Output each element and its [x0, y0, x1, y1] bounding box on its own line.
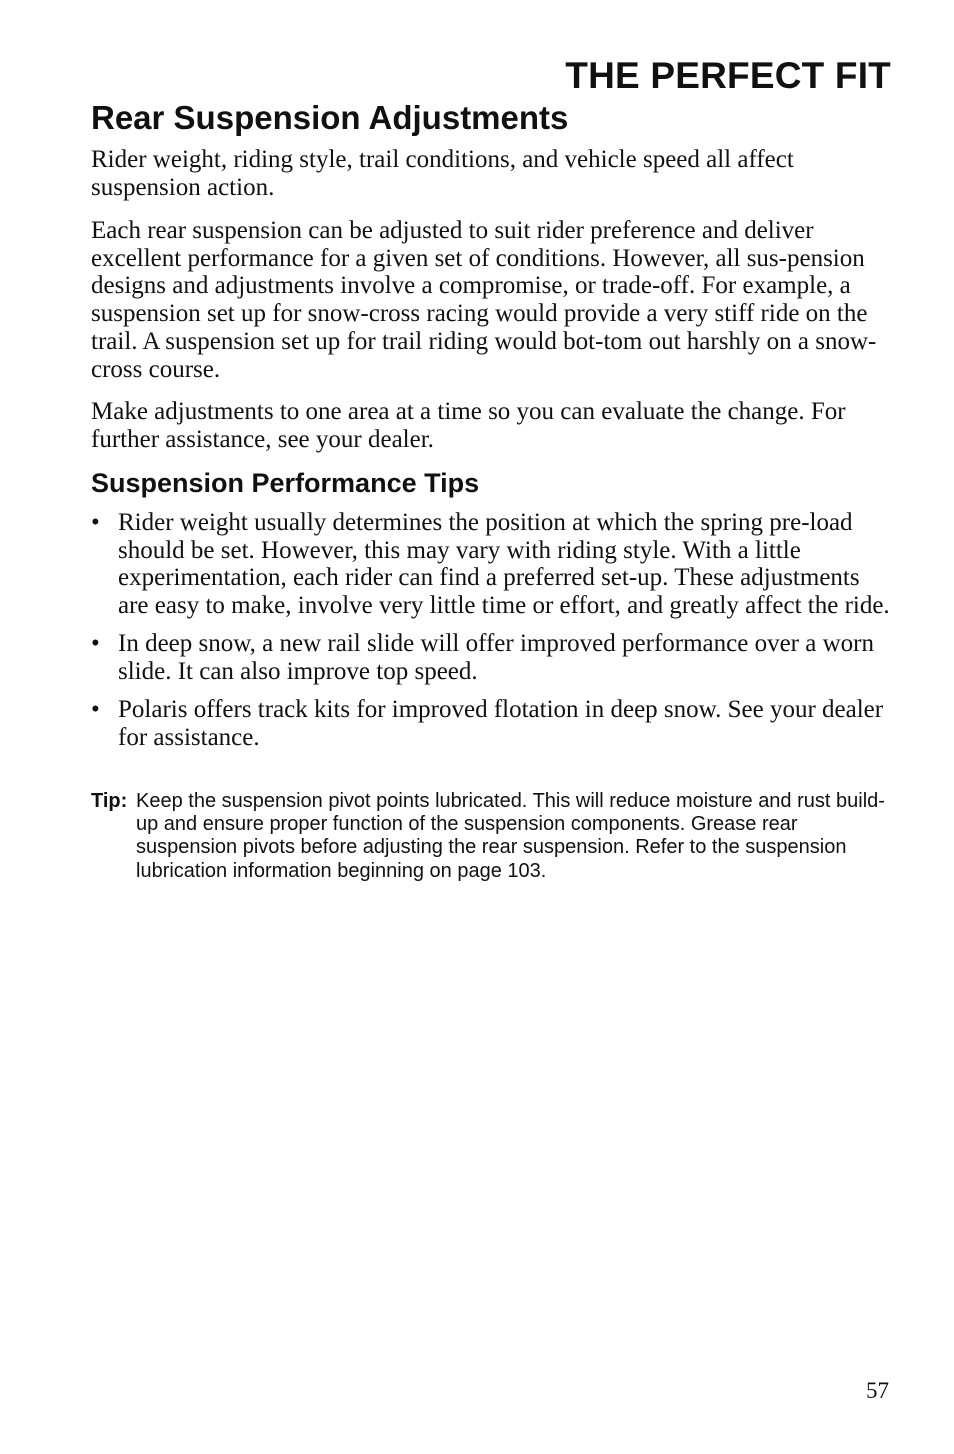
tip-item-rail-slide: [91, 630, 891, 685]
tip-text: In deep snow, a new rail slide will offer improved performance over a worn slide. It can also improve top speed.: [118, 630, 874, 686]
tip-item-spring-preload: [91, 509, 891, 620]
section-title: Rear Suspension Adjustments: [91, 99, 569, 136]
tip-note-label: Tip:: [91, 790, 128, 812]
subsection-title: Suspension Performance Tips: [91, 468, 480, 498]
bullet-icon: •: [91, 630, 100, 658]
running-head: THE PERFECT FIT: [565, 55, 891, 96]
bullet-icon: •: [91, 509, 100, 536]
dealer-paragraph: Make adjustments to one area at a time so you can evaluate the change. For further assistance, see your dealer.: [91, 398, 846, 453]
tip-note-text: Keep the suspension pivot points lubricated. This will reduce moisture and rust build-up and ensure proper function of the suspension components. Grease rear suspension pivots before adjusting the rear suspension. Refer to the suspension lubrication information beginning on page 103.: [136, 790, 885, 882]
tip-text: Rider weight usually determines the position at which the spring pre-load should be set. However, this may vary with riding style. With a little experimentation, each rider can find a preferred set-up. These adjustments are easy to make, involve very little time or effort, and greatly affect the ride.: [118, 509, 890, 620]
bullet-icon: •: [91, 696, 100, 724]
manual-page: [91, 0, 891, 1454]
tips-list: [91, 509, 891, 762]
tip-item-track-kits: [91, 696, 891, 751]
page-number: 57: [866, 1378, 889, 1403]
tip-text: Polaris offers track kits for improved flotation in deep snow. See your dealer for assistance.: [118, 696, 884, 751]
tip-note: [91, 790, 891, 883]
adjustment-paragraph: Each rear suspension can be adjusted to suit rider preference and deliver excellent performance for a given set of conditions. However, all sus-pension designs and adjustments involve a compromise, or trade-off. For example, a suspension set up for snow-cross racing would provide a very stiff ride on the trail. A suspension set up for trail riding would bot-tom out harshly on a snow-cross course.: [91, 217, 877, 383]
intro-paragraph: Rider weight, riding style, trail conditions, and vehicle speed all affect suspension action.: [91, 146, 794, 201]
